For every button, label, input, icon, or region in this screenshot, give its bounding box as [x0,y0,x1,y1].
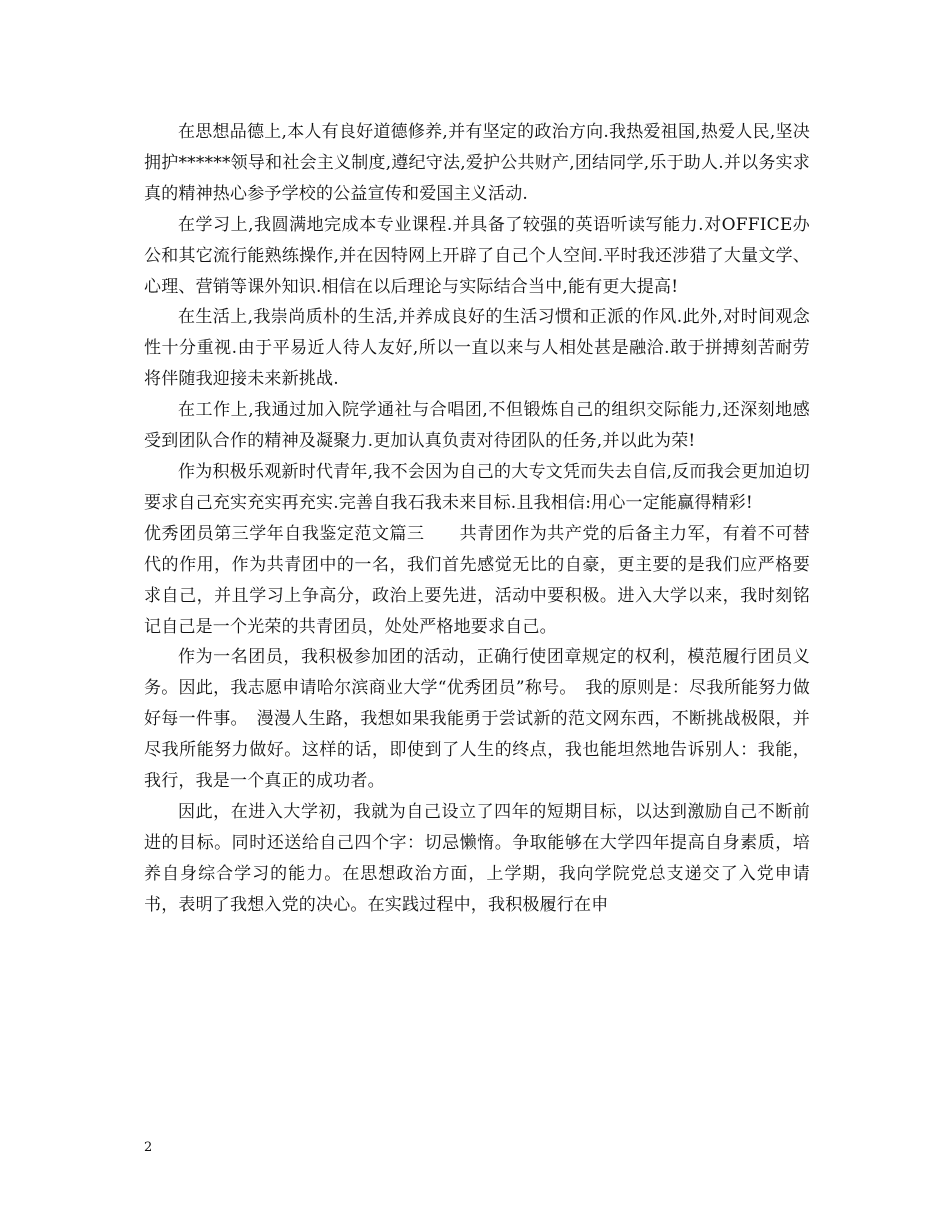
document-body [144,117,810,921]
paragraph-goals: 因此，在进入大学初，我就为自己设立了四年的短期目标，以达到激励自己不断前进的目标。同时还送给自己四个字：切忌懒惰。争取能够在大学四年提高自身素质，培养自身综合学习的能力。在思想政治方面，上学期，我向学院党总支递交了入党申请书，表明了我想入党的决心。在实践过程中，我积极履行在申 [144,801,810,915]
paragraph-work: 在工作上,我通过加入院学通社与合唱团,不但锻炼自己的组织交际能力,还深刻地感受到团队合作的精神及凝聚力.更加认真负责对待团队的任务,并以此为荣! [144,400,810,452]
paragraph-confidence: 作为积极乐观新时代青年,我不会因为自己的大专文凭而失去自信,反而我会更加迫切要求自己充实充实再充实.完善自我石我未来目标.且我相信:用心一定能赢得精彩! [144,461,810,513]
paragraph-study: 在学习上,我圆满地完成本专业课程.并具备了较强的英语听读写能力.对OFFICE办公和其它流行能熟练操作,并在因特网上开辟了自己个人空间.平时我还涉猎了大量文学、心理、营销等课外知识.相信在以后理论与实际结合当中,能有更大提高! [144,214,810,297]
page-number: 2 [144,1140,153,1155]
paragraph-moral-character: 在思想品德上,本人有良好道德修养,并有坚定的政治方向.我热爱祖国,热爱人民,坚决拥护******领导和社会主义制度,遵纪守法,爱护公共财产,团结同学,乐于助人.并以务实求真的精神热心参予学校的公益宣传和爱国主义活动. [144,122,810,204]
paragraph-life: 在生活上,我崇尚质朴的生活,并养成良好的生活习惯和正派的作风.此外,对时间观念性十分重视.由于平易近人待人友好,所以一直以来与人相处甚是融洽.敢于拼搏刻苦耐劳将伴随我迎接未来新挑战. [144,307,810,390]
paragraph-section-three: 优秀团员第三学年自我鉴定范文篇三 共青团作为共产党的后备主力军，有着不可替代的作用，作为共青团中的一名，我们首先感觉无比的自豪，更主要的是我们应严格要求自己，并且学习上争高分，政治上要先进，活动中要积极。进入大学以来，我时刻铭记自己是一个光荣的共青团员，处处严格地要求自己。 [144,523,810,637]
paragraph-league-member: 作为一名团员，我积极参加团的活动，正确行使团章规定的权利，模范履行团员义务。因此，我志愿申请哈尔滨商业大学“优秀团员”称号。 我的原则是：尽我所能努力做好每一件事。 漫漫人生路，我想如果我能勇于尝试新的范文网东西，不断挑战极限，并尽我所能努力做好。这样的话，即使到了人生的终点，我也能坦然地告诉别人：我能，我行，我是一个真正的成功者。 [144,647,810,792]
